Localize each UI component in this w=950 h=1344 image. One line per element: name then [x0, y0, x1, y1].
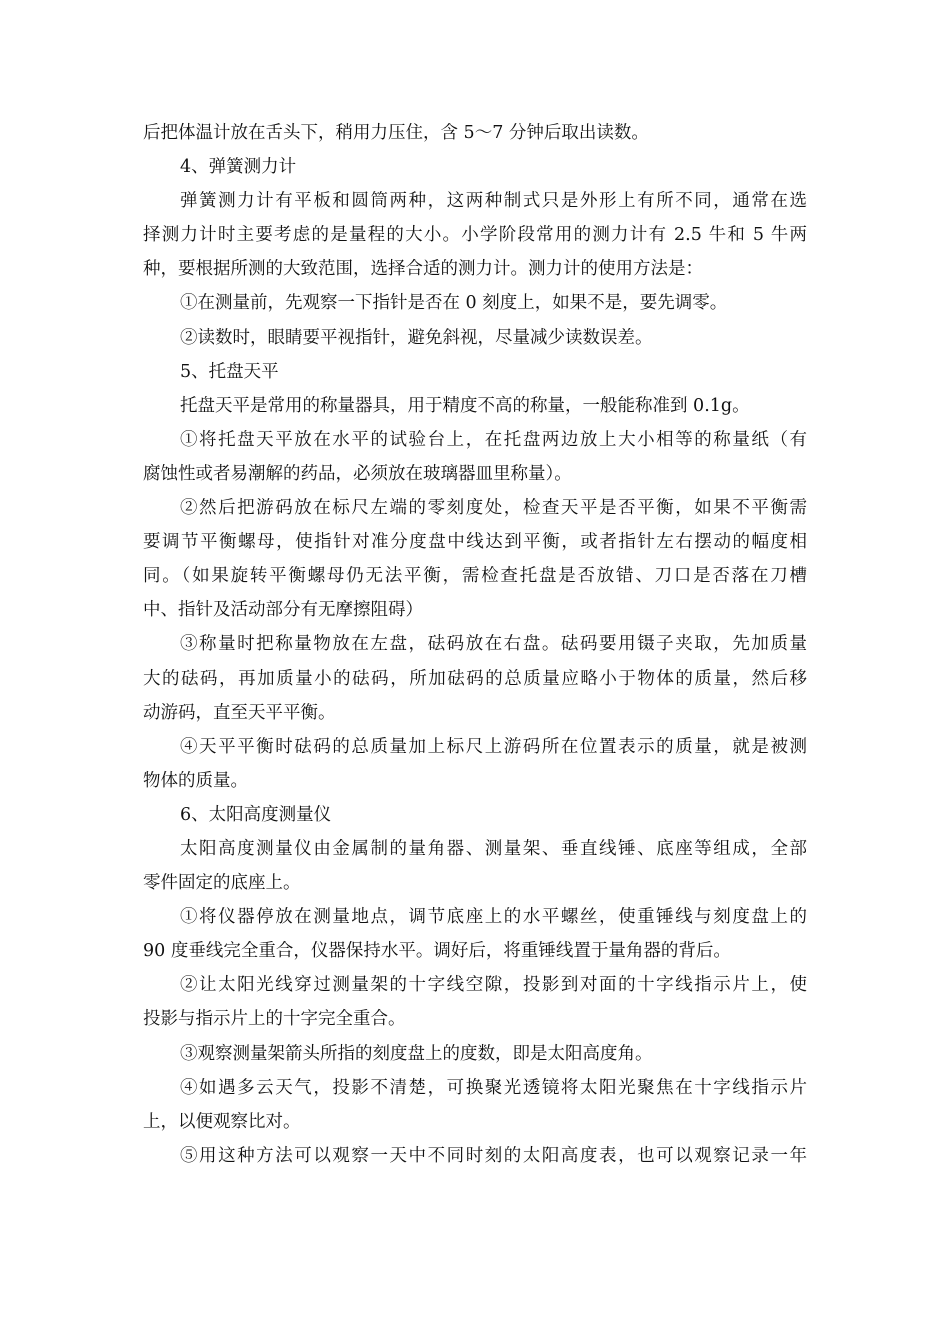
text-line: 弹簧测力计有平板和圆筒两种，这两种制式只是外形上有所不同，通常在选	[180, 191, 807, 212]
text-line: 中、指针及活动部分有无摩擦阻碍）	[143, 600, 423, 621]
text-line: 大的砝码，再加质量小的砝码，所加砝码的总质量应略小于物体的质量，然后移	[143, 668, 807, 689]
text-line: ①将托盘天平放在水平的试验台上，在托盘两边放上大小相等的称量纸（有	[180, 429, 807, 450]
text-line: 同。（如果旋转平衡螺母仍无法平衡，需检查托盘是否放错、刀口是否落在刀槽	[143, 566, 807, 587]
text-line: ②然后把游码放在标尺左端的零刻度处，检查天平是否平衡，如果不平衡需	[180, 498, 807, 519]
text-line: ①将仪器停放在测量地点，调节底座上的水平螺丝，使重锤线与刻度盘上的	[180, 907, 807, 928]
text-line: ③称量时把称量物放在左盘，砝码放在右盘。砝码要用镊子夹取，先加质量	[180, 634, 807, 655]
text-line: 托盘天平是常用的称量器具，用于精度不高的称量，一般能称准到 0.1g。	[180, 395, 750, 416]
text-line: 物体的质量。	[143, 770, 248, 791]
text-line: ②读数时，眼睛要平视指针，避免斜视，尽量减少读数误差。	[180, 327, 653, 348]
text-line: 后把体温计放在舌头下，稍用力压住，含 5～7 分钟后取出读数。	[143, 123, 649, 143]
text-line: 动游码，直至天平平衡。	[143, 702, 336, 723]
document-body	[143, 116, 807, 1173]
text-line: 太阳高度测量仪由金属制的量角器、测量架、垂直线锤、底座等组成，全部	[180, 838, 807, 859]
text-line: ①在测量前，先观察一下指针是否在 0 刻度上，如果不是，要先调零。	[180, 293, 728, 314]
text-line: 投影与指示片上的十字完全重合。	[143, 1009, 406, 1030]
text-line: ⑤用这种方法可以观察一天中不同时刻的太阳高度表，也可以观察记录一年	[180, 1145, 807, 1166]
text-line: 90 度垂线完全重合，仪器保持水平。调好后，将重锤线置于量角器的背后。	[143, 941, 731, 962]
text-line: ④如遇多云天气，投影不清楚，可换聚光透镜将太阳光聚焦在十字线指示片	[180, 1077, 807, 1098]
text-line: ④天平平衡时砝码的总质量加上标尺上游码所在位置表示的质量，就是被测	[180, 736, 807, 757]
text-line: 6、太阳高度测量仪	[180, 804, 332, 825]
text-line: 要调节平衡螺母，使指针对准分度盘中线达到平衡，或者指针左右摆动的幅度相	[143, 532, 807, 553]
text-line: 择测力计时主要考虑的是量程的大小。小学阶段常用的测力计有 2.5 牛和 5 牛两	[143, 225, 807, 246]
text-line: 腐蚀性或者易潮解的药品，必须放在玻璃器皿里称量）。	[143, 463, 572, 484]
text-line: ②让太阳光线穿过测量架的十字线空隙，投影到对面的十字线指示片上，使	[180, 975, 807, 996]
text-line: 5、托盘天平	[180, 361, 279, 382]
text-line: 上，以便观察比对。	[143, 1111, 301, 1132]
text-line: 零件固定的底座上。	[143, 873, 301, 894]
text-line: 4、弹簧测力计	[180, 157, 297, 178]
text-line: 种，要根据所测的大致范围，选择合适的测力计。测力计的使用方法是：	[143, 259, 703, 280]
text-line: ③观察测量架箭头所指的刻度盘上的度数，即是太阳高度角。	[180, 1043, 653, 1064]
